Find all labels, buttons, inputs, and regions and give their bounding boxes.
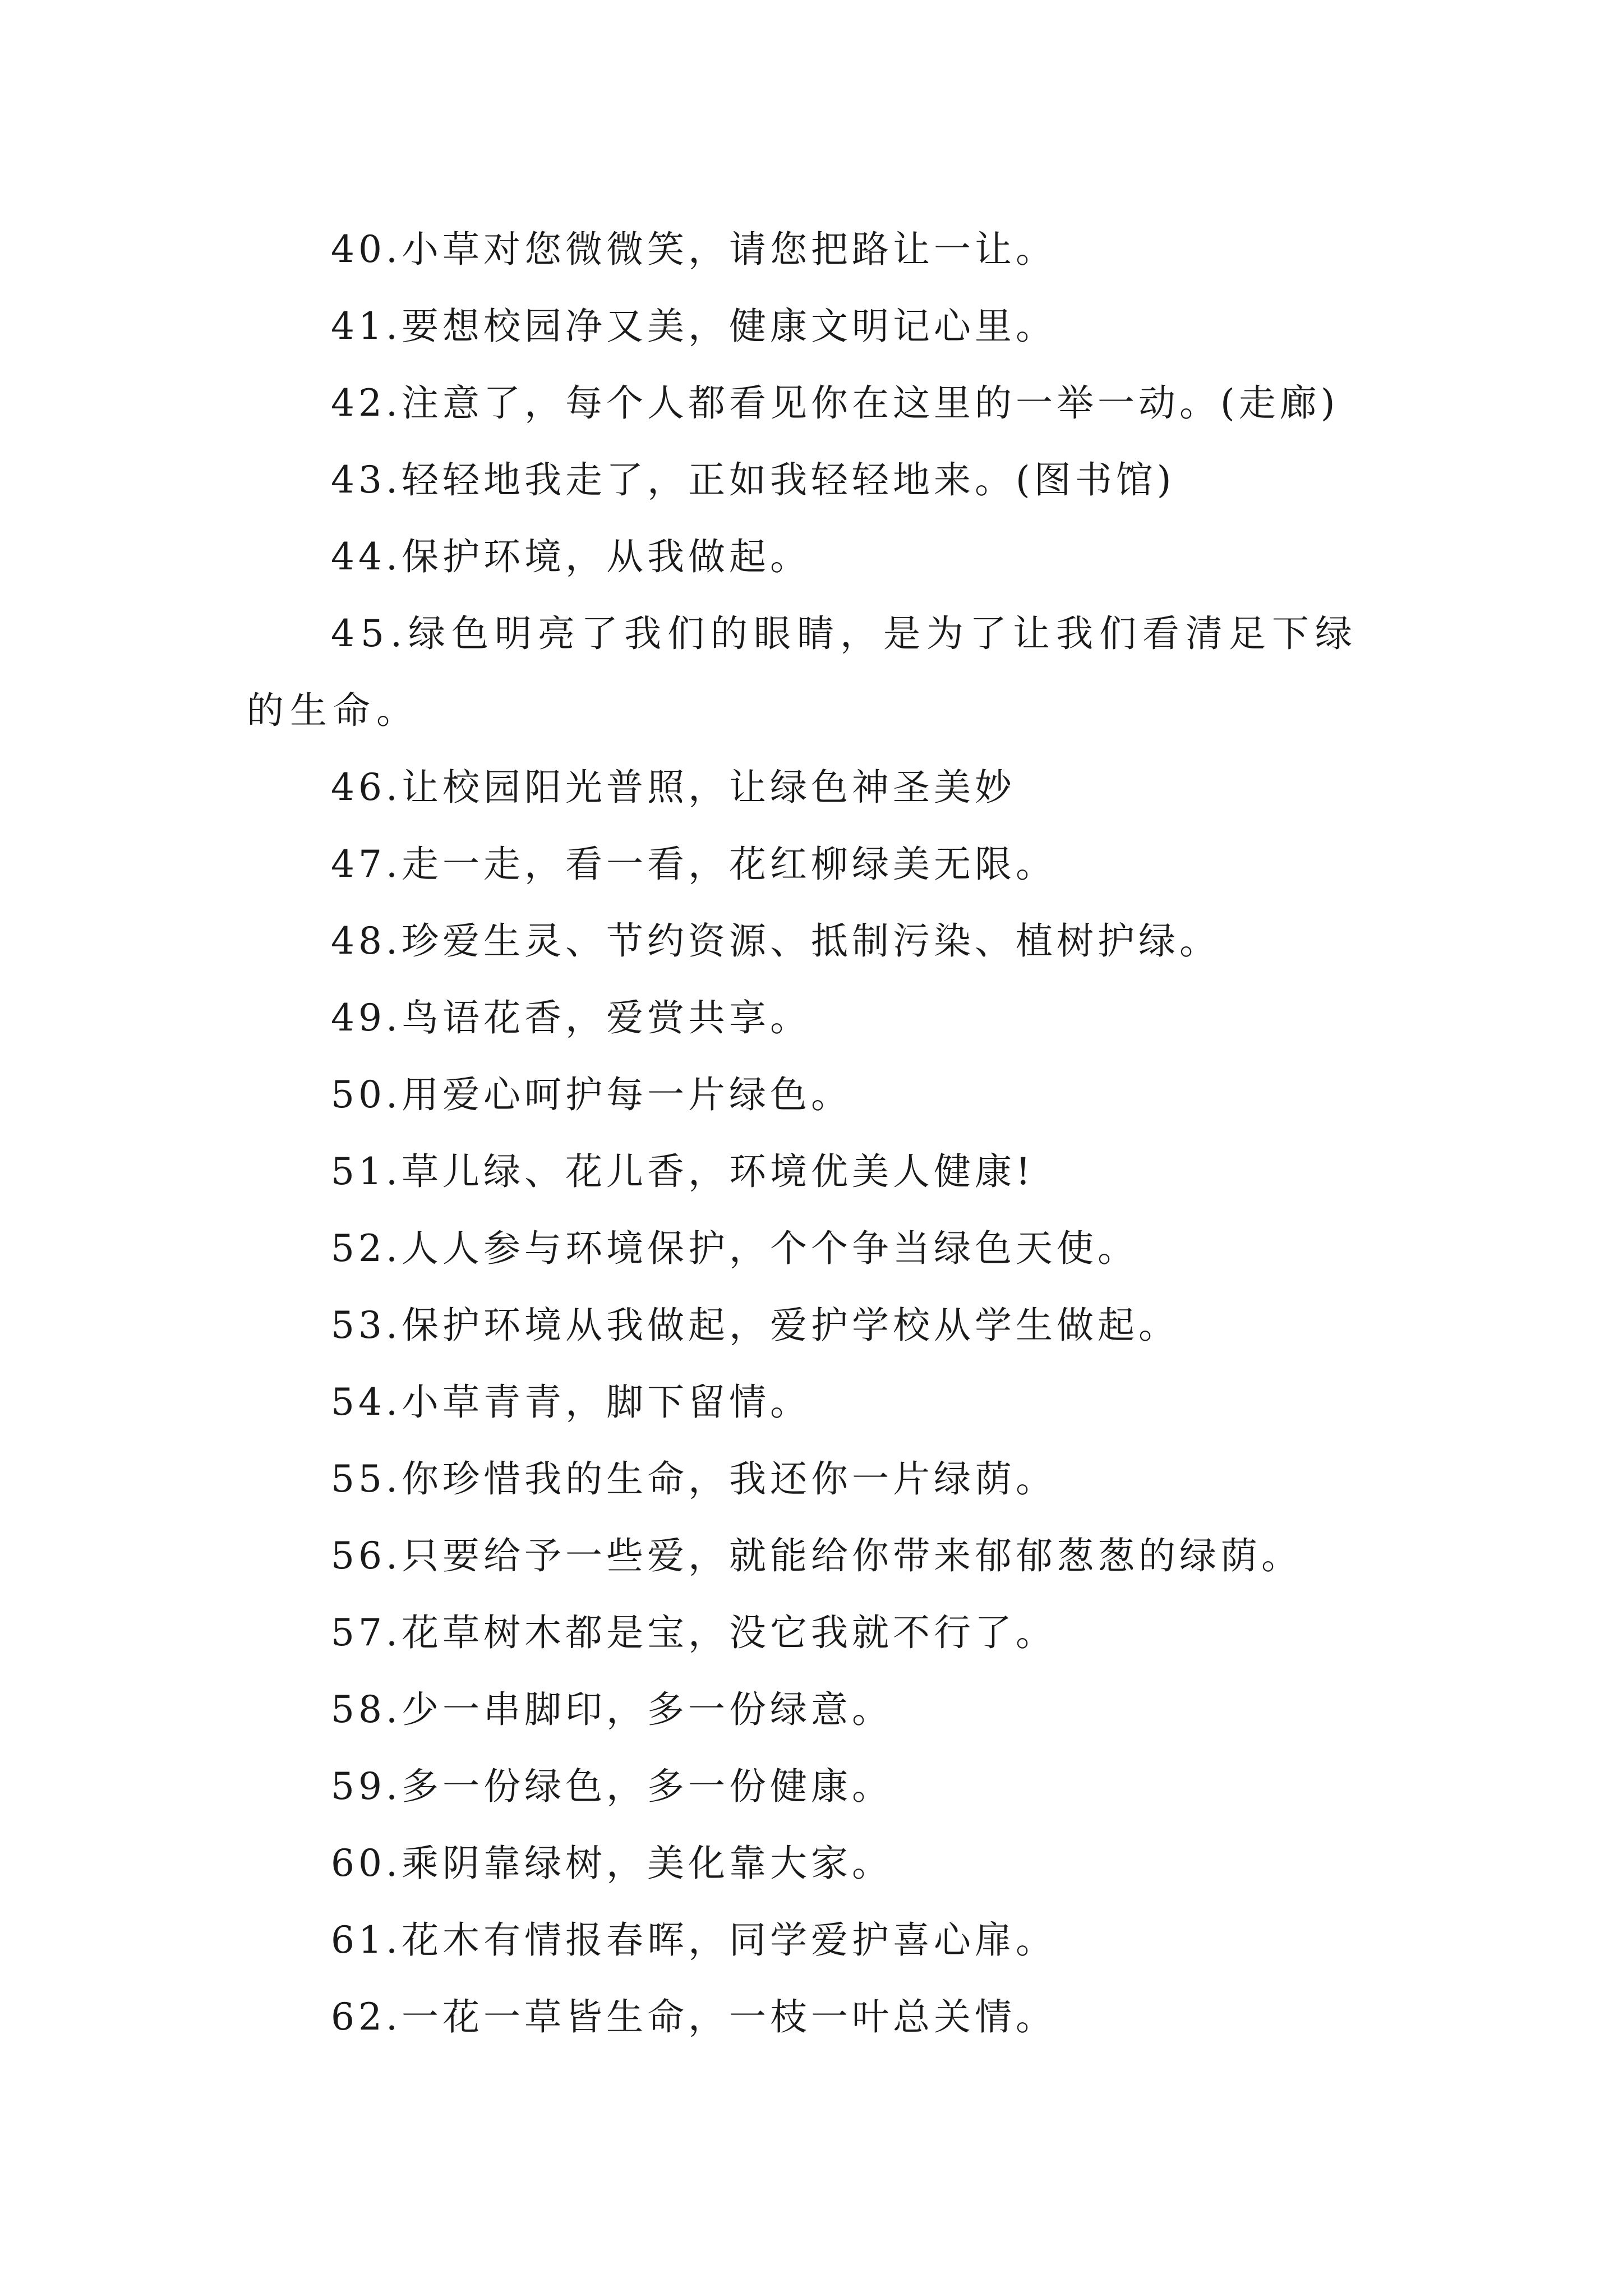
- list-item: 42.注意了，每个人都看见你在这里的一举一动。(走廊): [331, 381, 1339, 425]
- list-item: 43.轻轻地我走了，正如我轻轻地来。(图书馆): [331, 458, 1175, 501]
- list-item: 54.小草青青，脚下留情。: [331, 1381, 811, 1424]
- list-item: 40.小草对您微微笑，请您把路让一让。: [331, 228, 1057, 271]
- list-item: 62.一花一草皆生命，一枝一叶总关情。: [331, 1995, 1057, 2039]
- list-item: 57.花草树木都是宝，没它我就不行了。: [331, 1611, 1057, 1654]
- list-item: 59.多一份绿色，多一份健康。: [331, 1765, 893, 1808]
- list-item: 53.保护环境从我做起，爱护学校从学生做起。: [331, 1304, 1179, 1347]
- list-item: 45.绿色明亮了我们的眼睛，是为了让我们看清足下绿的生命。: [247, 612, 1358, 732]
- list-item: 46.让校园阳光普照，让绿色神圣美妙: [331, 766, 1016, 809]
- list-item: 49.鸟语花香，爱赏共享。: [331, 996, 811, 1039]
- list-item: 50.用爱心呵护每一片绿色。: [331, 1073, 852, 1116]
- list-item: 47.走一走，看一看，花红柳绿美无限。: [331, 843, 1057, 886]
- list-item: 51.草儿绿、花儿香，环境优美人健康!: [331, 1150, 1035, 1193]
- list-item: 41.要想校园净又美，健康文明记心里。: [331, 305, 1057, 348]
- slogan-list: [247, 211, 1380, 2055]
- list-item: 48.珍爱生灵、节约资源、抵制污染、植树护绿。: [331, 919, 1220, 963]
- list-item: 58.少一串脚印，多一份绿意。: [331, 1688, 893, 1731]
- list-item: 55.你珍惜我的生命，我还你一片绿荫。: [331, 1457, 1057, 1501]
- list-item: 60.乘阴靠绿树，美化靠大家。: [331, 1842, 893, 1885]
- list-item: 44.保护环境，从我做起。: [331, 535, 811, 578]
- list-item: 61.花木有情报春晖，同学爱护喜心扉。: [331, 1918, 1057, 1962]
- list-item: 56.只要给予一些爱，就能给你带来郁郁葱葱的绿荫。: [331, 1534, 1302, 1577]
- list-item: 52.人人参与环境保护，个个争当绿色天使。: [331, 1227, 1138, 1270]
